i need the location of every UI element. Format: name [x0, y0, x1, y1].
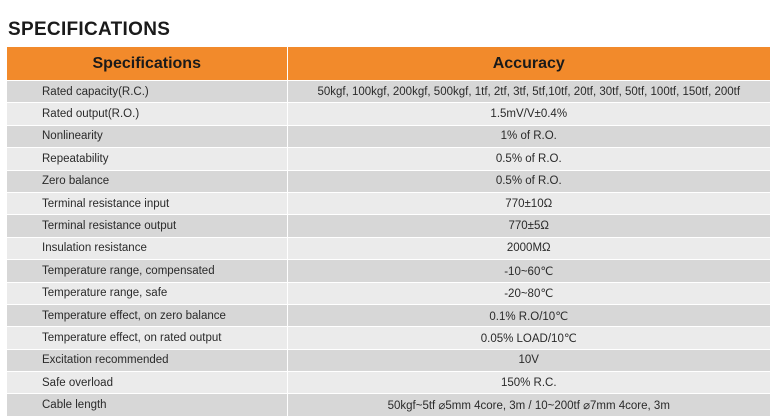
table-row: [7, 81, 770, 103]
spec-label: Temperature range, compensated: [7, 260, 287, 282]
table-row: [7, 394, 770, 416]
spec-value: 1% of R.O.: [287, 125, 770, 147]
table-row: [7, 103, 770, 125]
spec-label: Repeatability: [7, 148, 287, 170]
spec-value: 50kgf~5tf ⌀5mm 4core, 3m / 10~200tf ⌀7mm 4core, 3m: [287, 394, 770, 416]
table-row: [7, 215, 770, 237]
table-row: [7, 192, 770, 214]
spec-label: Excitation recommended: [7, 349, 287, 371]
table-row: [7, 237, 770, 259]
spec-value: 770±10Ω: [287, 192, 770, 214]
spec-label: Temperature effect, on rated output: [7, 327, 287, 349]
column-header-accuracy: Accuracy: [287, 47, 770, 81]
spec-label: Terminal resistance input: [7, 192, 287, 214]
spec-value: 770±5Ω: [287, 215, 770, 237]
spec-value: 50kgf, 100kgf, 200kgf, 500kgf, 1tf, 2tf, 3tf, 5tf,10tf, 20tf, 30tf, 50tf, 100tf, 150tf, 200tf: [287, 81, 770, 103]
table-row: [7, 282, 770, 304]
table-row: [7, 304, 770, 326]
spec-value: 0.1% R.O/10℃: [287, 304, 770, 326]
spec-label: Rated capacity(R.C.): [7, 81, 287, 103]
spec-value: -10~60℃: [287, 260, 770, 282]
table-row: [7, 327, 770, 349]
table-row: [7, 125, 770, 147]
spec-value: 10V: [287, 349, 770, 371]
table-row: [7, 260, 770, 282]
spec-label: Nonlinearity: [7, 125, 287, 147]
spec-label: Insulation resistance: [7, 237, 287, 259]
table-header-row: [7, 47, 770, 81]
spec-label: Terminal resistance output: [7, 215, 287, 237]
spec-value: 0.5% of R.O.: [287, 170, 770, 192]
spec-value: 0.05% LOAD/10℃: [287, 327, 770, 349]
spec-value: 0.5% of R.O.: [287, 148, 770, 170]
spec-label: Safe overload: [7, 372, 287, 394]
table-row: [7, 170, 770, 192]
section-title: SPECIFICATIONS: [8, 19, 171, 40]
spec-label: Zero balance: [7, 170, 287, 192]
spec-label: Temperature effect, on zero balance: [7, 304, 287, 326]
spec-value: 150% R.C.: [287, 372, 770, 394]
table-row: [7, 148, 770, 170]
spec-label: Cable length: [7, 394, 287, 416]
spec-label: Rated output(R.O.): [7, 103, 287, 125]
specifications-table: [7, 47, 770, 416]
table-row: [7, 372, 770, 394]
spec-value: 1.5mV/V±0.4%: [287, 103, 770, 125]
spec-value: -20~80℃: [287, 282, 770, 304]
column-header-specifications: Specifications: [7, 47, 287, 81]
table-row: [7, 349, 770, 371]
spec-label: Temperature range, safe: [7, 282, 287, 304]
spec-value: 2000MΩ: [287, 237, 770, 259]
